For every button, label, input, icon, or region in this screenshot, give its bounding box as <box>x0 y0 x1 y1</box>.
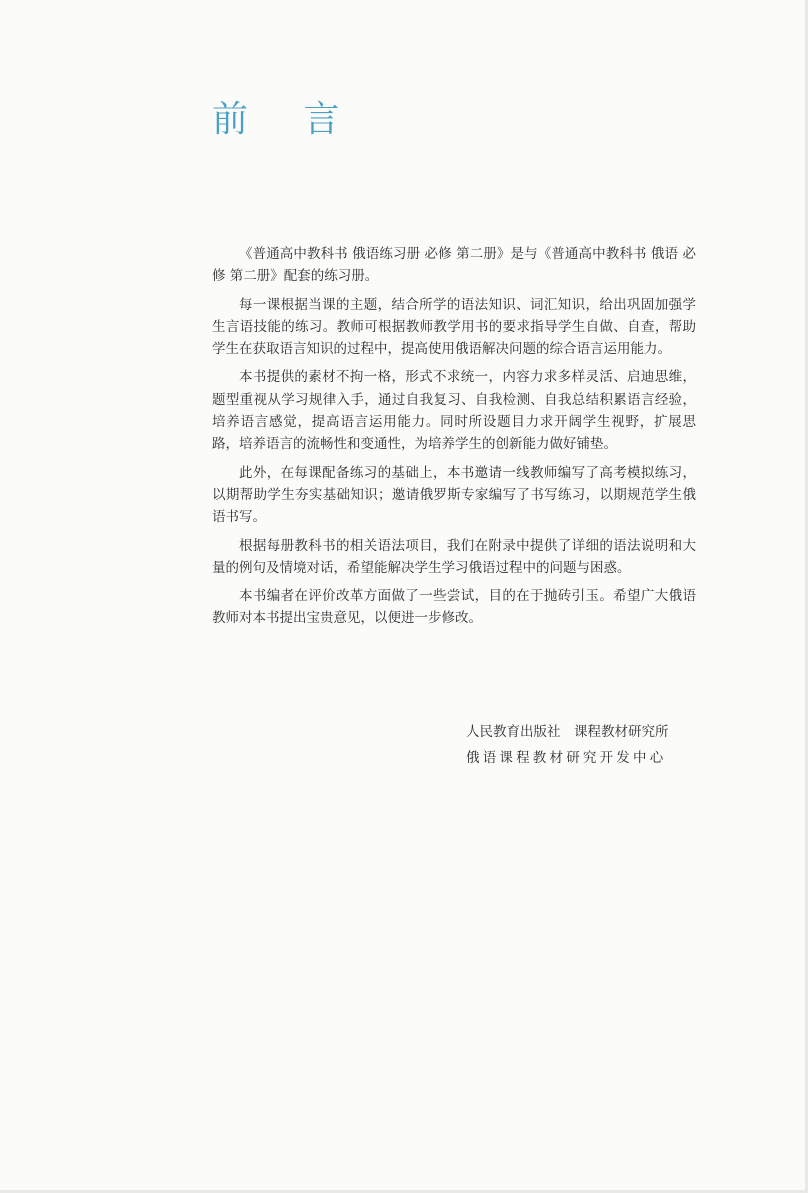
page-title: 前 言 <box>212 99 362 140</box>
signature-block <box>466 719 706 771</box>
signature-center: 俄语课程教材研究开发中心 <box>466 750 667 766</box>
paragraph: 本书提供的素材不拘一格，形式不求统一，内容力求多样灵活、启迪思维，题型重视从学习规律入手，通过自我复习、自我检测、自我总结积累语言经验，培养语言感觉，提高语言运用能力。同时所设题目力求开阔学生视野，扩展思路，培养语言的流畅性和变通性，为培养学生的创新能力做好铺垫。 <box>212 369 696 453</box>
paragraph: 此外，在每课配备练习的基础上，本书邀请一线教师编写了高考模拟练习，以期帮助学生夯实基础知识；邀请俄罗斯专家编写了书写练习，以期规范学生俄语书写。 <box>212 464 696 526</box>
paragraph: 本书编者在评价改革方面做了一些尝试，目的在于抛砖引玉。希望广大俄语教师对本书提出宝贵意见，以便进一步修改。 <box>212 588 696 627</box>
paragraph: 每一课根据当课的主题，结合所学的语法知识、词汇知识，给出巩固加强学生言语技能的练习。教师可根据教师教学用书的要求指导学生自做、自查，帮助学生在获取语言知识的过程中，提高使用俄语解决问题的综合语言运用能力。 <box>212 296 696 358</box>
preface-body <box>212 243 696 636</box>
signature-publisher: 人民教育出版社 课程教材研究所 <box>466 724 669 740</box>
paragraph: 根据每册教科书的相关语法项目，我们在附录中提供了详细的语法说明和大量的例句及情境对话，希望能解决学生学习俄语过程中的问题与困惑。 <box>212 537 696 576</box>
paragraph: 《普通高中教科书 俄语练习册 必修 第二册》是与《普通高中教科书 俄语 必修 第二册》配套的练习册。 <box>212 246 696 285</box>
